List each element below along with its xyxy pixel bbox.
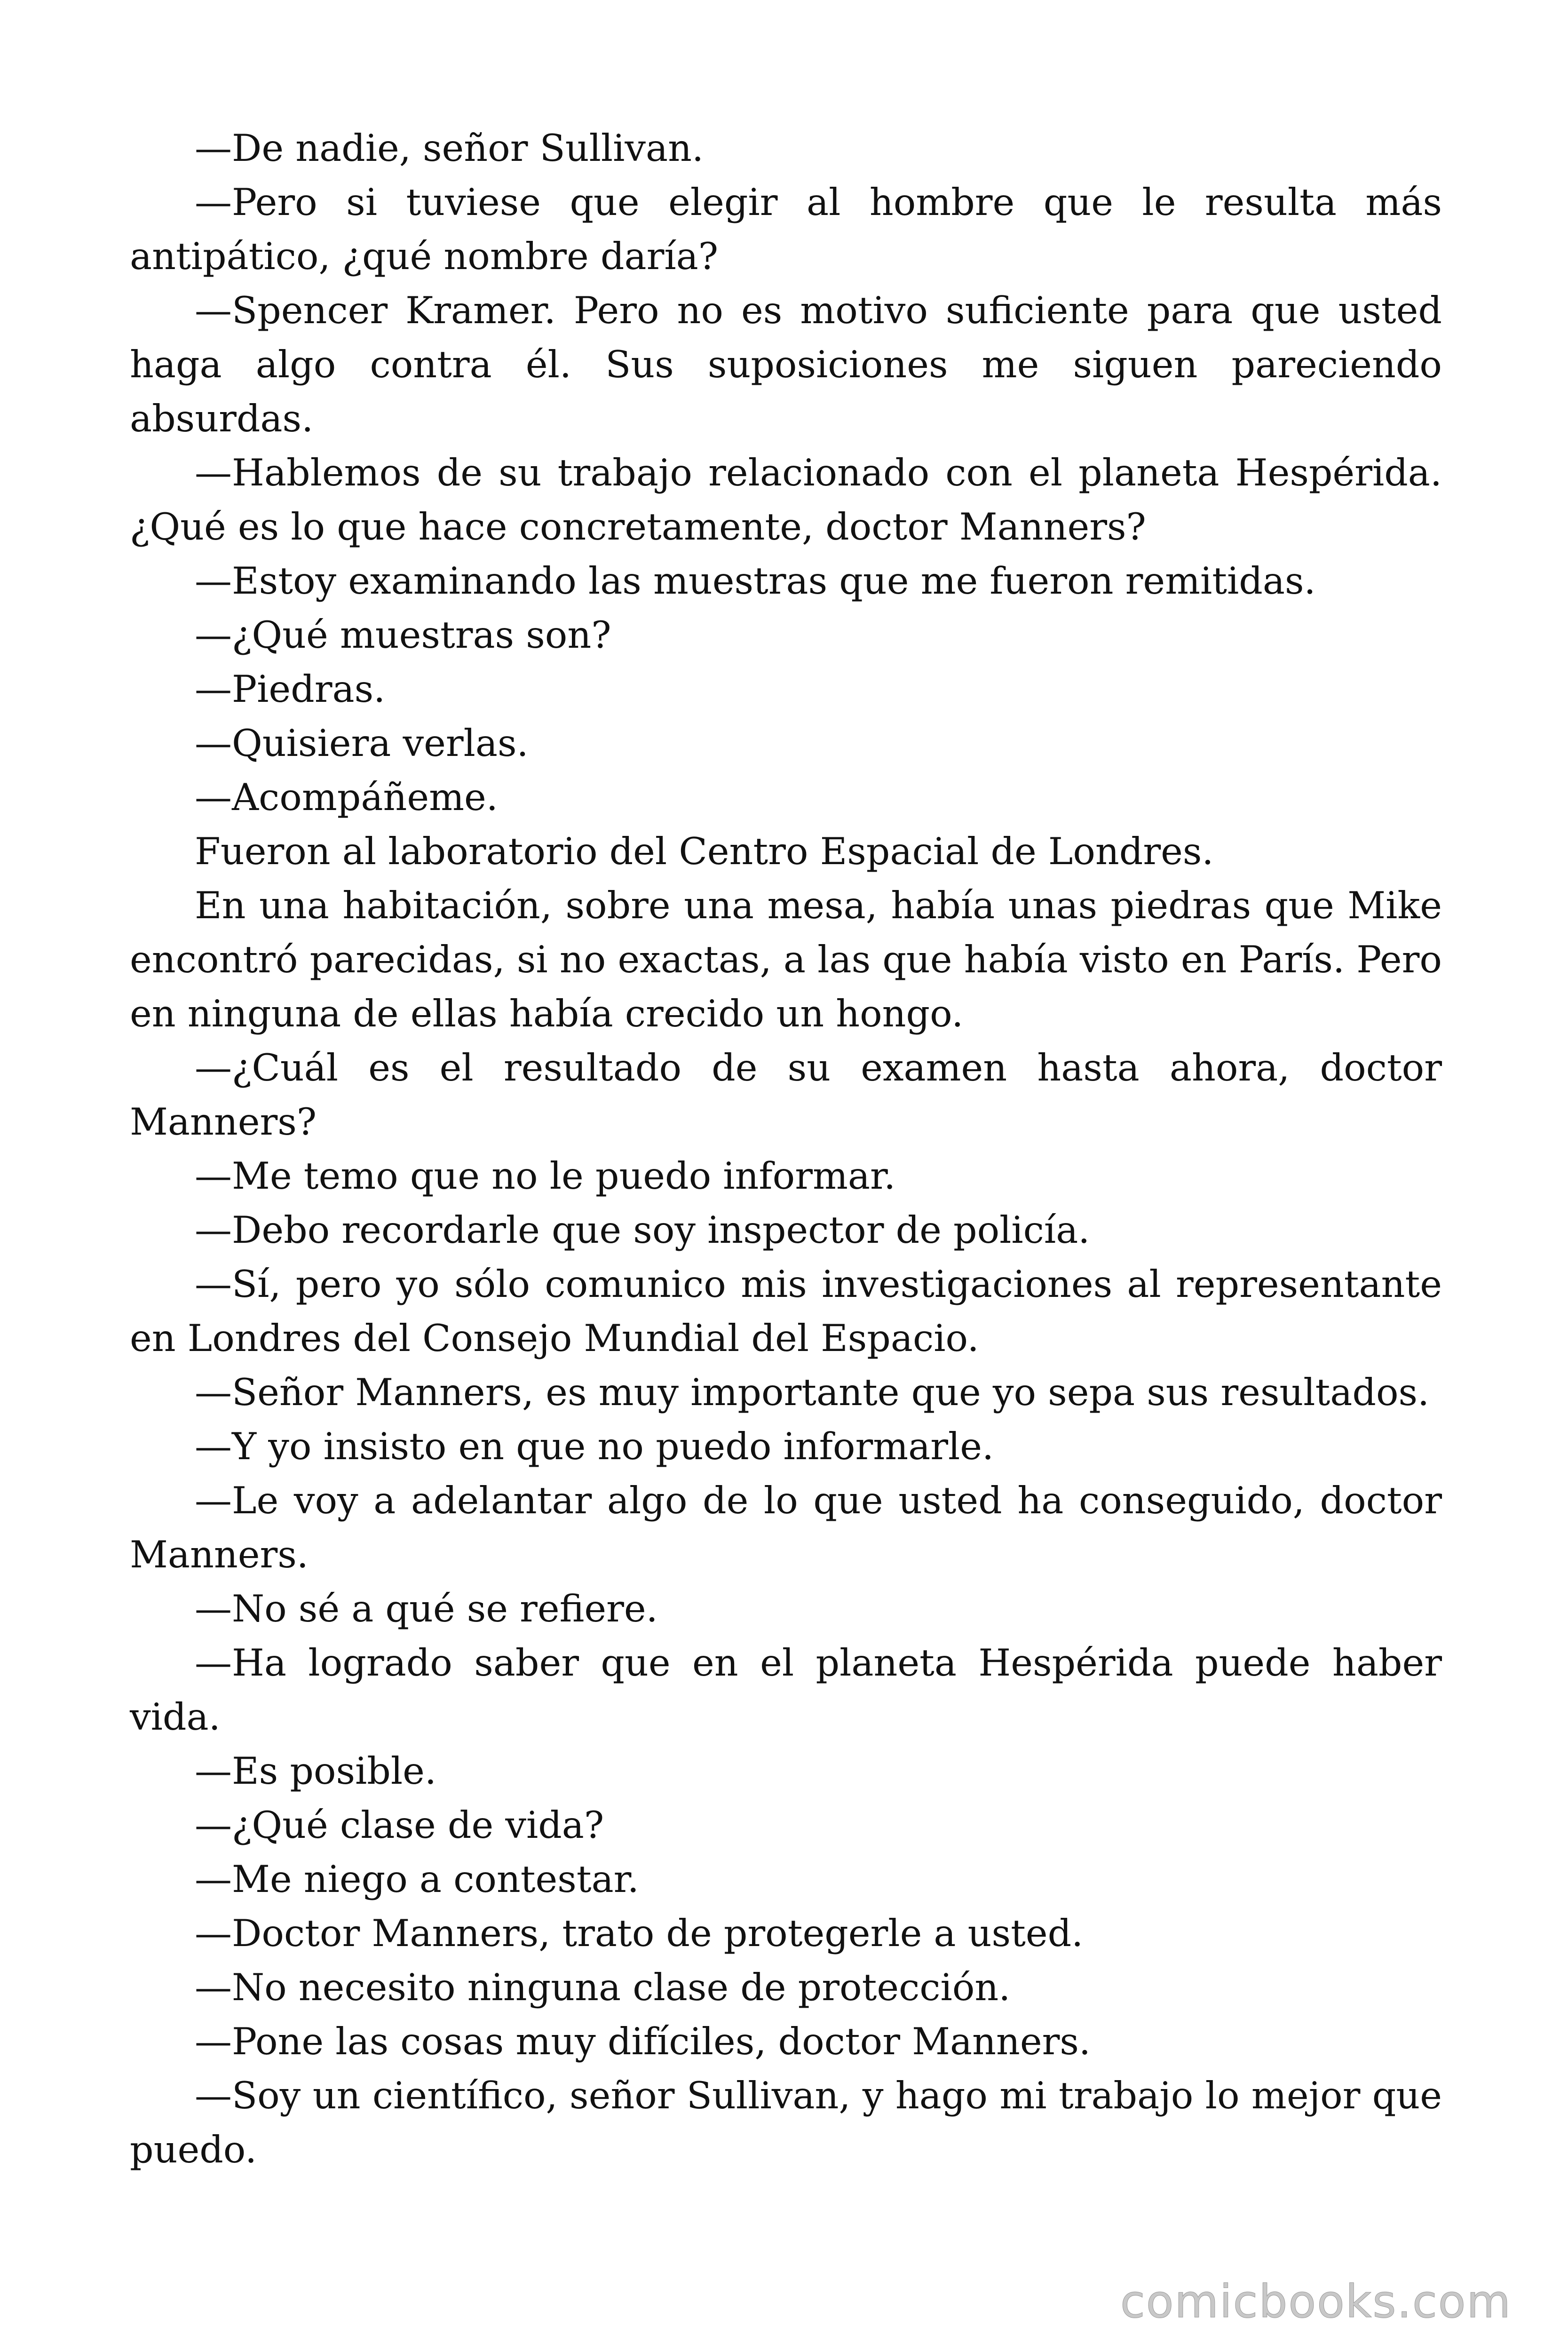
paragraph: —Y yo insisto en que no puedo informarle.	[195, 1425, 994, 1468]
paragraph: —Sí, pero yo sólo comunico mis investigaciones al representante en Londres del Consejo Mundial del Espacio.	[130, 1263, 1442, 1360]
paragraph: —Acompáñeme.	[195, 776, 498, 819]
paragraph: —Piedras.	[195, 667, 386, 711]
paragraph: En una habitación, sobre una mesa, había unas piedras que Mike encontró parecidas, si no exactas, a las que había visto en París. Pero en ninguna de ellas había crecido un hongo.	[130, 884, 1442, 1035]
paragraph: —De nadie, señor Sullivan.	[195, 127, 704, 170]
paragraph: —Le voy a adelantar algo de lo que usted ha conseguido, doctor Manners.	[130, 1479, 1442, 1576]
paragraph: —Hablemos de su trabajo relacionado con el planeta Hespérida. ¿Qué es lo que hace concretamente, doctor Manners?	[130, 451, 1442, 548]
paragraph: —¿Qué clase de vida?	[195, 1804, 604, 1847]
paragraph: —Es posible.	[195, 1749, 436, 1793]
paragraph: —Señor Manners, es muy importante que yo sepa sus resultados.	[195, 1371, 1430, 1414]
paragraph: —Pero si tuviese que elegir al hombre que le resulta más antipático, ¿qué nombre daría?	[130, 181, 1442, 278]
paragraph: —Ha logrado saber que en el planeta Hespérida puede haber vida.	[130, 1641, 1442, 1739]
paragraph: —Doctor Manners, trato de protegerle a usted.	[195, 1912, 1084, 1955]
paragraph: —Soy un científico, señor Sullivan, y hago mi trabajo lo mejor que puedo.	[130, 2074, 1442, 2171]
paragraph: Fueron al laboratorio del Centro Espacial de Londres.	[195, 830, 1214, 873]
paragraph: —Pone las cosas muy difíciles, doctor Manners.	[195, 2020, 1091, 2063]
paragraph: —Me temo que no le puedo informar.	[195, 1154, 896, 1198]
paragraph: —Quisiera verlas.	[195, 722, 529, 765]
paragraph: —Spencer Kramer. Pero no es motivo suficiente para que usted haga algo contra él. Sus suposiciones me siguen pareciendo absurdas.	[130, 289, 1442, 440]
paragraph: —¿Cuál es el resultado de su examen hasta ahora, doctor Manners?	[130, 1046, 1442, 1144]
paragraph: —No necesito ninguna clase de protección.	[195, 1966, 1011, 2009]
page-body-text	[130, 121, 1442, 2177]
paragraph: —¿Qué muestras son?	[195, 613, 611, 657]
paragraph: —Me niego a contestar.	[195, 1858, 639, 1901]
paragraph: —Debo recordarle que soy inspector de policía.	[195, 1208, 1090, 1252]
paragraph: —Estoy examinando las muestras que me fueron remitidas.	[195, 559, 1316, 603]
watermark: comicbooks.com	[1120, 2275, 1512, 2328]
paragraph: —No sé a qué se refiere.	[195, 1587, 658, 1630]
